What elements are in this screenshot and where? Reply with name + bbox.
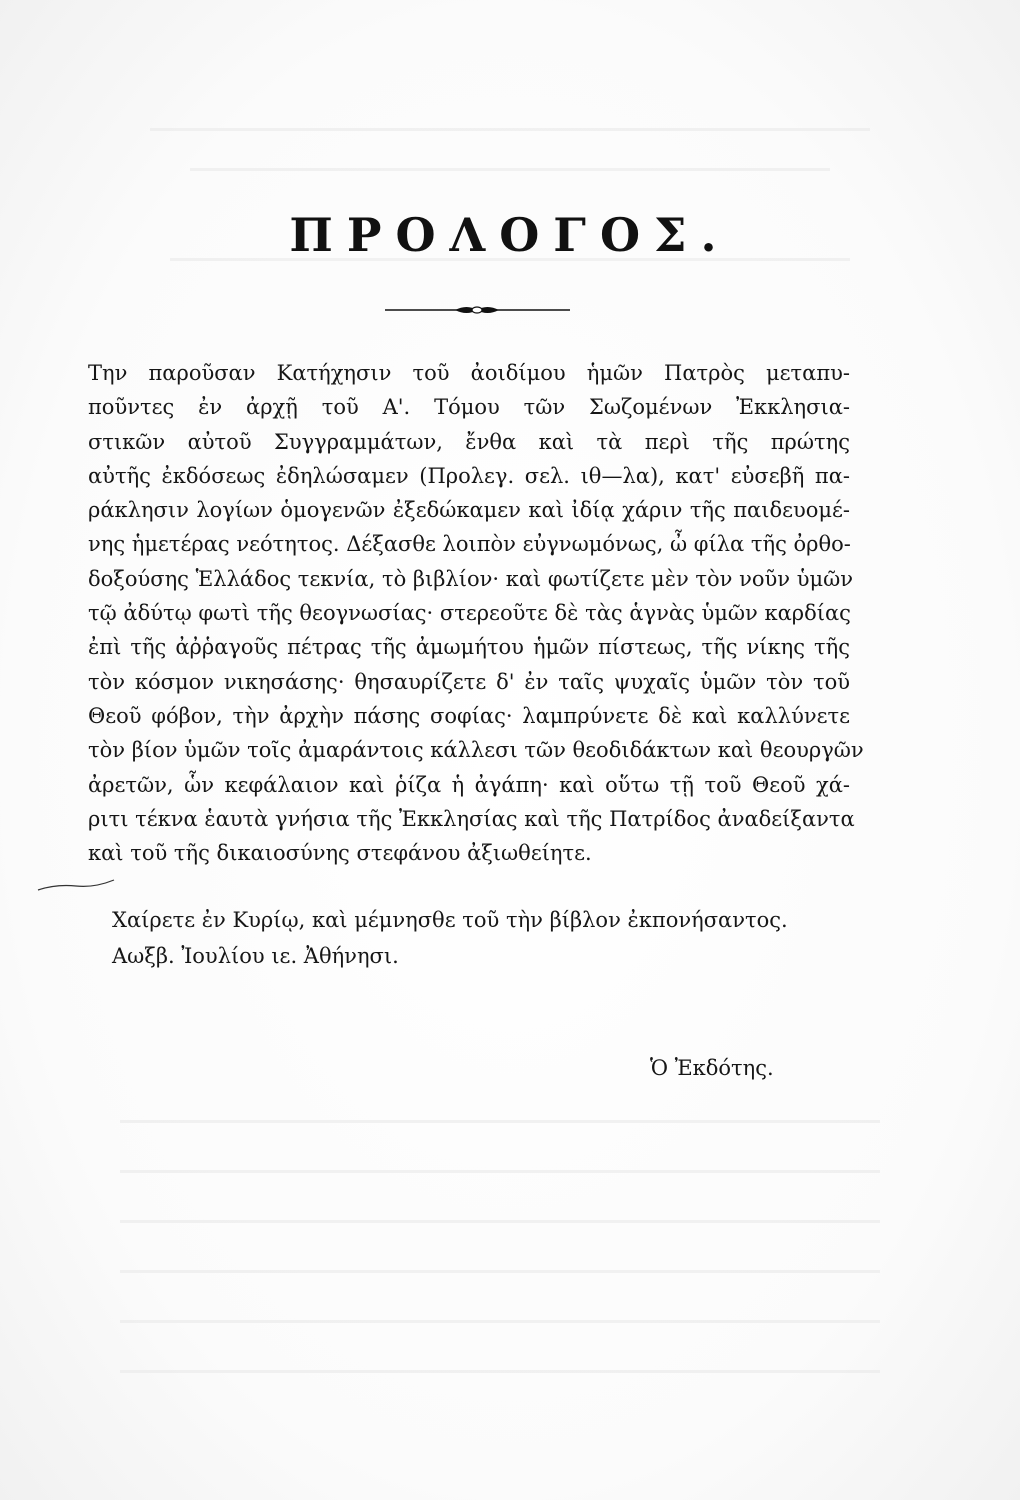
bleed-through-line: [120, 1120, 880, 1123]
body-line: δοξούσης Ἑλλάδος τεκνία, τὸ βιβλίον· καὶ φωτίζετε μὲν τὸν νοῦν ὑμῶν: [88, 566, 854, 591]
body-line: τὸν βίον ὑμῶν τοῖς ἀμαράντοις κάλλεσι τῶν θεοδιδάκτων καὶ θεουργῶν: [88, 738, 864, 763]
bleed-through-line: [120, 1170, 880, 1173]
body-line: αὐτῆς ἐκδόσεως ἐδηλώσαμεν (Προλεγ. σελ. ιθ—λα), κατ' εὐσεβῆ πα-: [88, 463, 850, 488]
bleed-through-line: [120, 1220, 880, 1223]
body-line: τὸν κόσμον νικησάσης· θησαυρίζετε δ' ἐν ταῖς ψυχαῖς ὑμῶν τὸν τοῦ: [88, 669, 850, 694]
body-line: ἀρετῶν, ὧν κεφάλαιον καὶ ῥίζα ἡ ἀγάπη· καὶ οὕτω τῇ τοῦ Θεοῦ χά-: [88, 772, 850, 797]
signature: Ὁ Ἐκδότης.: [650, 1056, 774, 1080]
closing-line: Χαίρετε ἐν Κυρίῳ, καὶ μέμνησθε τοῦ τὴν βίβλον ἐκπονήσαντος.: [112, 908, 788, 932]
body-line: ριτι τέκνα ἑαυτὰ γνήσια τῆς Ἐκκλησίας καὶ τῆς Πατρίδος ἀναδείξαντα: [88, 806, 855, 831]
handwritten-margin-mark: [36, 866, 116, 896]
body-line: νης ἡμετέρας νεότητος. Δέξασθε λοιπὸν εὐγνωμόνως, ὦ φίλα τῆς ὀρθο-: [88, 532, 851, 557]
bleed-through-line: [150, 128, 870, 131]
prologue-body: [88, 356, 864, 870]
bleed-through-line: [190, 168, 830, 171]
dateline: Αωξβ. Ἰουλίου ιε. Ἀθήνησι.: [112, 944, 399, 968]
body-line: Την παροῦσαν Κατήχησιν τοῦ ἀοιδίμου ἡμῶν Πατρὸς μεταπυ-: [88, 361, 850, 385]
page-title: ΠΡΟΛΟΓΟΣ.: [289, 208, 731, 262]
ornament-rule: [385, 300, 570, 320]
bleed-through-line: [120, 1270, 880, 1273]
bleed-through-line: [120, 1370, 880, 1373]
body-line: Θεοῦ φόβον, τὴν ἀρχὴν πάσης σοφίας· λαμπρύνετε δὲ καὶ καλλύνετε: [88, 703, 850, 728]
bleed-through-line: [120, 1320, 880, 1323]
body-line: ράκλησιν λογίων ὁμογενῶν ἐξεδώκαμεν καὶ ἰδίᾳ χάριν τῆς παιδευομέ-: [88, 498, 850, 523]
body-line: ποῦντες ἐν ἀρχῇ τοῦ Α'. Τόμου τῶν Σωζομένων Ἐκκλησια-: [88, 395, 850, 420]
body-line: στικῶν αὐτοῦ Συγγραμμάτων, ἔνθα καὶ τὰ περὶ τῆς πρώτης: [88, 429, 850, 454]
body-line: ἐπὶ τῆς ἀῤῥαγοῦς πέτρας τῆς ἀμωμήτου ἡμῶν πίστεως, τῆς νίκης τῆς: [88, 635, 850, 660]
body-line: τῷ ἀδύτῳ φωτὶ τῆς θεογνωσίας· στερεοῦτε δὲ τὰς ἁγνὰς ὑμῶν καρδίας: [88, 601, 851, 626]
body-line: καὶ τοῦ τῆς δικαιοσύνης στεφάνου ἀξιωθείητε.: [88, 841, 592, 866]
